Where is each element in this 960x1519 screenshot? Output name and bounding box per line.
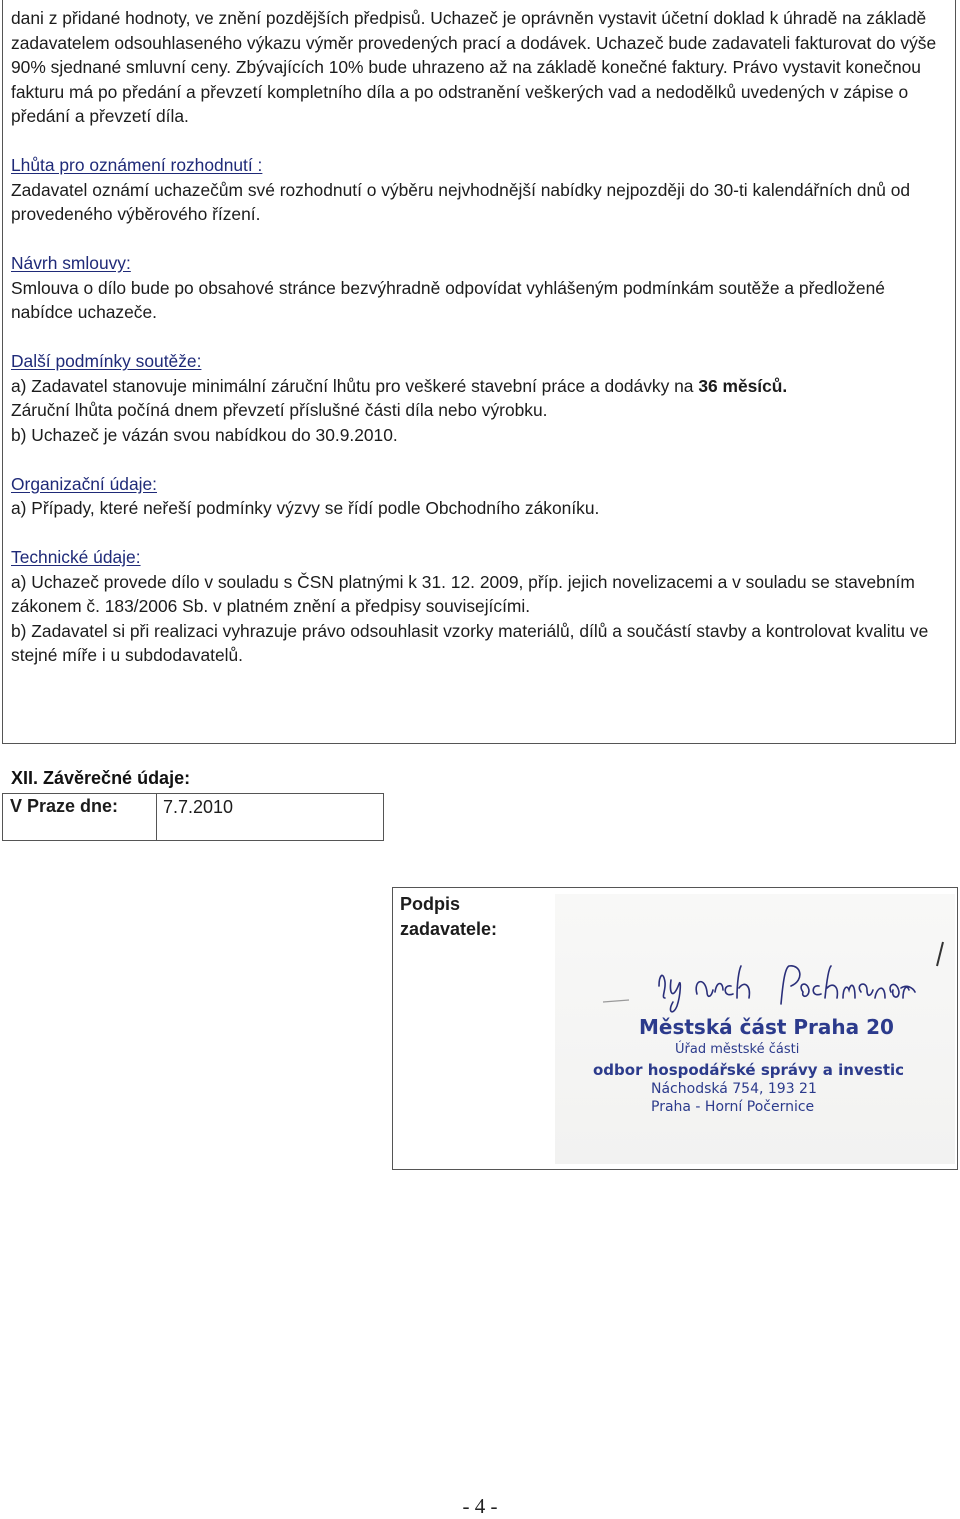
signature-label: Podpis zadavatele: <box>400 894 498 939</box>
date-value: 7.7.2010 <box>163 797 234 817</box>
stamp-line: odbor hospodářské správy a investic <box>593 1061 905 1079</box>
deadline-text: Zadavatel oznámí uchazečům své rozhodnutí o výběru nejvhodnější nabídky nejpozději do 30-ti kalendářních dnů od provedeného výběrového řízení. <box>11 179 911 224</box>
page-number: - 4 - <box>462 1494 498 1518</box>
organization-heading: Organizační údaje: <box>11 473 157 494</box>
technical-b-text: b) Zadavatel si při realizaci vyhrazuje právo odsouhlasit vzorky materiálů, dílů a součástí stavby a kontrolovat kvalitu ve stejné míře i u subdodavatelů. <box>11 620 929 665</box>
signature-stamp-image <box>555 894 955 1164</box>
conditions-b-text: b) Uchazeč je vázán svou nabídkou do 30.9.2010. <box>11 424 398 445</box>
warranty-period: 36 měsíců. <box>698 375 788 396</box>
stamp-line: Úřad městské části <box>675 1042 800 1057</box>
technical-a-text: a) Uchazeč provede dílo v souladu s ČSN platnými k 31. 12. 2009, příp. jejich novelizacemi a v souladu se stavebním zákonem č. 183/2006 Sb. v platném znění a předpisy souvisejícími. <box>11 571 915 616</box>
contract-text: Smlouva o dílo bude po obsahové stránce bezvýhradně odpovídat vyhlášeným podmínkám soutěže a předložené nabídce uchazeče. <box>11 277 885 322</box>
conditions-content <box>11 6 945 668</box>
handwritten-signature <box>659 966 915 1012</box>
official-stamp <box>593 1015 904 1115</box>
stamp-line: Náchodská 754, 193 21 <box>651 1081 817 1097</box>
contract-heading: Návrh smlouvy: <box>11 253 131 273</box>
technical-section <box>11 545 945 668</box>
signature-box <box>392 887 958 1170</box>
conditions-box <box>2 0 956 744</box>
conditions-a-text: a) Zadavatel stanovuje minimální záruční lhůtu pro veškeré stavební práce a dodávky na <box>11 375 699 396</box>
contract-section <box>11 251 945 325</box>
conditions-section <box>11 349 945 447</box>
conditions-heading: Další podmínky soutěže: <box>11 351 202 371</box>
conditions-a-continuation: Záruční lhůta počíná dnem převzetí příslušné části díla nebo výrobku. <box>11 400 548 420</box>
payment-terms-paragraph: dani z přidané hodnoty, ve znění pozdějších předpisů. Uchazeč je oprávněn vystavit účetní doklad k úhradě na základě zadavatelem odsouhlaseného výkazu výměr provedených prací a dodávek. Uchazeč bude zadavateli fakturovat do výše 90% sjednané smluvní ceny. Zbývajících 10% bude uhrazeno až na základě konečné faktury. Právo vystavit konečnou fakturu má po předání a převzetí kompletního díla a po odstranění veškerých vad a nedodělků uvedených v zápise o předání a převzetí díla. <box>11 8 937 126</box>
pen-mark <box>603 1000 629 1002</box>
date-label: V Praze dne: <box>10 796 119 816</box>
organization-a-text: a) Případy, které neřeší podmínky výzvy se řídí podle Obchodního zákoníku. <box>11 498 600 518</box>
stamp-line: Městská část Praha 20 <box>639 1015 894 1039</box>
deadline-heading: Lhůta pro oznámení rozhodnutí : <box>11 155 263 175</box>
closing-heading: XII. Závěrečné údaje: <box>11 768 191 788</box>
signature-stamp-svg <box>555 894 955 1164</box>
deadline-section <box>11 153 945 227</box>
stamp-line: Praha - Horní Počernice <box>651 1099 815 1115</box>
date-table <box>2 793 384 841</box>
pen-mark <box>937 942 943 966</box>
organization-section <box>11 472 945 521</box>
technical-heading: Technické údaje: <box>11 547 141 567</box>
date-table-divider <box>156 793 157 841</box>
